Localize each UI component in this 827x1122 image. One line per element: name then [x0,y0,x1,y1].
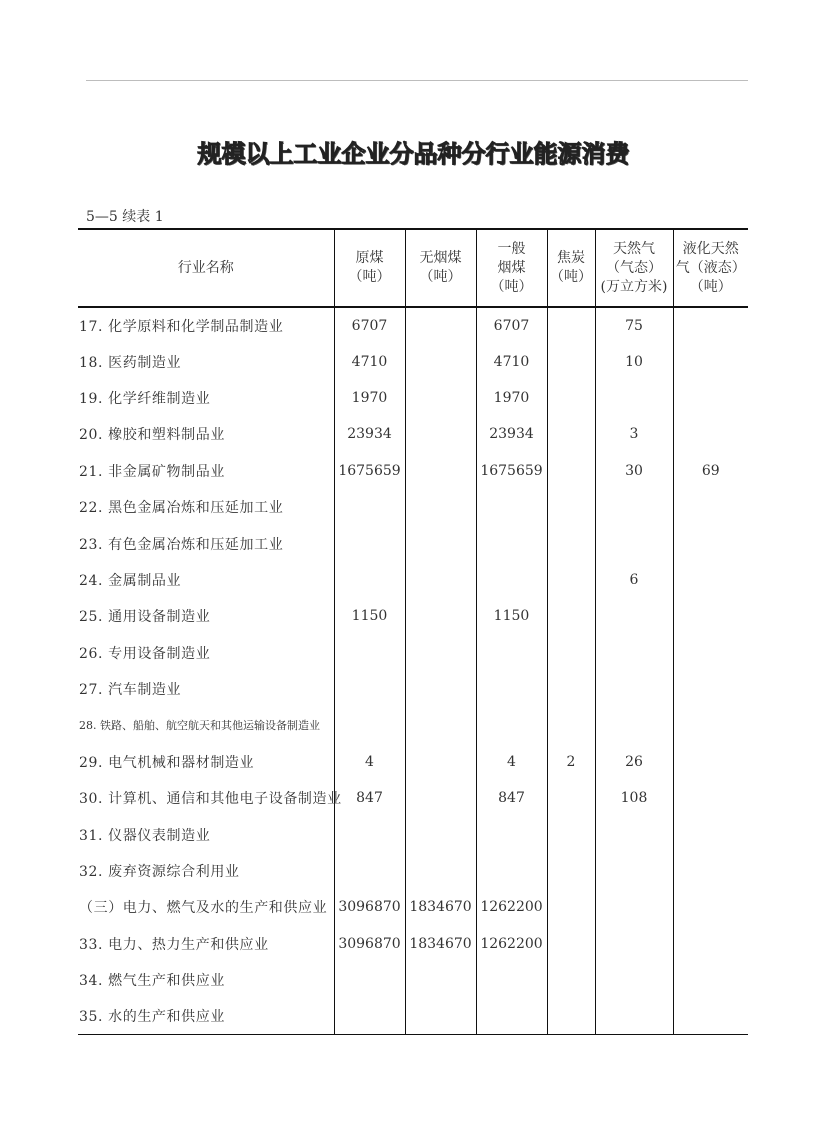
coke-cell [547,998,595,1034]
lng-cell [673,562,748,598]
industry-name-cell: 23. 有色金属冶炼和压延加工业 [79,536,284,553]
lng-cell [673,853,748,889]
raw-coal-cell: 3096870 [334,926,405,962]
natural-gas-cell: 10 [595,343,673,379]
raw-coal-cell: 1150 [334,598,405,634]
coke-cell [547,453,595,489]
table-row [78,962,748,998]
anthracite-cell: 1834670 [405,926,476,962]
coke-cell: 2 [547,744,595,780]
lng-cell [673,889,748,925]
anthracite-cell [405,307,476,343]
anthracite-cell [405,744,476,780]
coke-cell [547,525,595,561]
coke-cell [547,707,595,743]
industry-name-cell: 24. 金属制品业 [79,572,182,589]
bituminous-coal-cell: 4 [476,744,547,780]
lng-cell [673,962,748,998]
natural-gas-cell [595,926,673,962]
natural-gas-cell [595,889,673,925]
natural-gas-cell: 75 [595,307,673,343]
natural-gas-cell [595,635,673,671]
anthracite-cell [405,707,476,743]
bituminous-coal-cell [476,525,547,561]
table-row [78,307,748,343]
header-bituminous-coal: 一般 烟煤 （吨） [476,229,547,307]
energy-consumption-table [78,228,748,1035]
natural-gas-cell: 108 [595,780,673,816]
bituminous-coal-cell [476,962,547,998]
header-row [78,229,748,307]
table-row [78,598,748,634]
industry-name-cell: 32. 废弃资源综合利用业 [79,864,240,881]
raw-coal-cell [334,562,405,598]
natural-gas-cell [595,598,673,634]
anthracite-cell [405,598,476,634]
raw-coal-cell: 847 [334,780,405,816]
natural-gas-cell [595,380,673,416]
top-rule [86,80,748,81]
coke-cell [547,343,595,379]
coke-cell [547,380,595,416]
coke-cell [547,780,595,816]
natural-gas-cell [595,671,673,707]
coke-cell [547,416,595,452]
page-title: 规模以上工业企业分品种分行业能源消费 [197,139,630,168]
coke-cell [547,307,595,343]
natural-gas-cell [595,489,673,525]
natural-gas-cell [595,998,673,1034]
bituminous-coal-cell [476,853,547,889]
raw-coal-cell [334,635,405,671]
coke-cell [547,853,595,889]
natural-gas-cell [595,816,673,852]
anthracite-cell [405,816,476,852]
table-row [78,889,748,925]
raw-coal-cell: 1675659 [334,453,405,489]
table-row [78,744,748,780]
industry-name-cell: 28. 铁路、船舶、航空航天和其他运输设备制造业 [79,719,320,733]
table-row [78,525,748,561]
industry-name-cell: 17. 化学原料和化学制品制造业 [79,318,284,335]
table-subtitle: 5—5 续表 1 [86,209,164,225]
anthracite-cell [405,962,476,998]
bituminous-coal-cell: 1150 [476,598,547,634]
table-row [78,562,748,598]
raw-coal-cell [334,525,405,561]
anthracite-cell [405,525,476,561]
anthracite-cell [405,853,476,889]
header-coke: 焦炭 （吨） [547,229,595,307]
lng-cell [673,307,748,343]
lng-cell: 69 [673,453,748,489]
bituminous-coal-cell: 6707 [476,307,547,343]
lng-cell [673,998,748,1034]
table-row [78,343,748,379]
coke-cell [547,889,595,925]
table-row [78,671,748,707]
table-row [78,998,748,1034]
anthracite-cell [405,671,476,707]
natural-gas-cell: 3 [595,416,673,452]
coke-cell [547,926,595,962]
raw-coal-cell [334,962,405,998]
industry-name-cell: 27. 汽车制造业 [79,682,182,699]
raw-coal-cell: 4710 [334,343,405,379]
lng-cell [673,598,748,634]
industry-name-cell: 34. 燃气生产和供应业 [79,973,225,990]
table-row [78,453,748,489]
anthracite-cell [405,380,476,416]
lng-cell [673,926,748,962]
lng-cell [673,671,748,707]
natural-gas-cell: 26 [595,744,673,780]
bituminous-coal-cell [476,671,547,707]
lng-cell [673,744,748,780]
raw-coal-cell: 23934 [334,416,405,452]
bituminous-coal-cell [476,635,547,671]
industry-name-cell: 35. 水的生产和供应业 [78,998,334,1034]
raw-coal-cell: 6707 [334,307,405,343]
industry-name-cell: （三）电力、燃气及水的生产和供应业 [79,900,328,917]
header-natural-gas: 天然气 （气态） (万立方米) [595,229,673,307]
coke-cell [547,489,595,525]
table-row [78,853,748,889]
table-row [78,816,748,852]
lng-cell [673,489,748,525]
table-row [78,780,748,816]
natural-gas-cell [595,853,673,889]
lng-cell [673,343,748,379]
anthracite-cell [405,489,476,525]
raw-coal-cell [334,671,405,707]
anthracite-cell [405,562,476,598]
bituminous-coal-cell: 1970 [476,380,547,416]
natural-gas-cell [595,707,673,743]
lng-cell [673,416,748,452]
bituminous-coal-cell: 1262200 [476,889,547,925]
raw-coal-cell [334,489,405,525]
bituminous-coal-cell [476,998,547,1034]
anthracite-cell [405,635,476,671]
anthracite-cell [405,343,476,379]
anthracite-cell [405,998,476,1034]
industry-name-cell: 19. 化学纤维制造业 [79,390,211,407]
table-row [78,926,748,962]
natural-gas-cell: 6 [595,562,673,598]
bituminous-coal-cell: 847 [476,780,547,816]
table-row [78,635,748,671]
coke-cell [547,671,595,707]
raw-coal-cell: 1970 [334,380,405,416]
industry-name-cell: 21. 非金属矿物制品业 [79,463,225,480]
lng-cell [673,816,748,852]
lng-cell [673,635,748,671]
coke-cell [547,816,595,852]
natural-gas-cell [595,525,673,561]
bituminous-coal-cell [476,707,547,743]
industry-name-cell: 31. 仪器仪表制造业 [79,827,211,844]
raw-coal-cell [334,816,405,852]
lng-cell [673,380,748,416]
anthracite-cell [405,416,476,452]
bituminous-coal-cell: 1262200 [476,926,547,962]
raw-coal-cell: 3096870 [334,889,405,925]
bituminous-coal-cell [476,562,547,598]
bituminous-coal-cell: 1675659 [476,453,547,489]
industry-name-cell: 18. 医药制造业 [79,354,182,371]
bituminous-coal-cell: 23934 [476,416,547,452]
coke-cell [547,962,595,998]
table-row [78,380,748,416]
bituminous-coal-cell [476,816,547,852]
lng-cell [673,707,748,743]
natural-gas-cell: 30 [595,453,673,489]
raw-coal-cell [334,998,405,1034]
header-lng: 液化天然 气（液态） （吨） [673,229,748,307]
industry-name-cell: 22. 黑色金属冶炼和压延加工业 [79,500,284,517]
industry-name-cell: 33. 电力、热力生产和供应业 [79,936,269,953]
natural-gas-cell [595,962,673,998]
anthracite-cell [405,453,476,489]
table-row [78,489,748,525]
header-industry-name: 行业名称 [78,229,334,307]
lng-cell [673,780,748,816]
table-row [78,707,748,743]
raw-coal-cell: 4 [334,744,405,780]
bituminous-coal-cell: 4710 [476,343,547,379]
coke-cell [547,562,595,598]
header-raw-coal: 原煤 （吨） [334,229,405,307]
raw-coal-cell [334,853,405,889]
anthracite-cell: 1834670 [405,889,476,925]
lng-cell [673,525,748,561]
raw-coal-cell [334,707,405,743]
anthracite-cell [405,780,476,816]
industry-name-cell: 20. 橡胶和塑料制品业 [79,427,225,444]
bituminous-coal-cell [476,489,547,525]
header-anthracite: 无烟煤 （吨） [405,229,476,307]
industry-name-cell: 25. 通用设备制造业 [79,609,211,626]
industry-name-cell: 30. 计算机、通信和其他电子设备制造业 [79,791,342,808]
table-row [78,416,748,452]
coke-cell [547,598,595,634]
industry-name-cell: 29. 电气机械和器材制造业 [79,754,255,771]
coke-cell [547,635,595,671]
industry-name-cell: 26. 专用设备制造业 [79,645,211,662]
